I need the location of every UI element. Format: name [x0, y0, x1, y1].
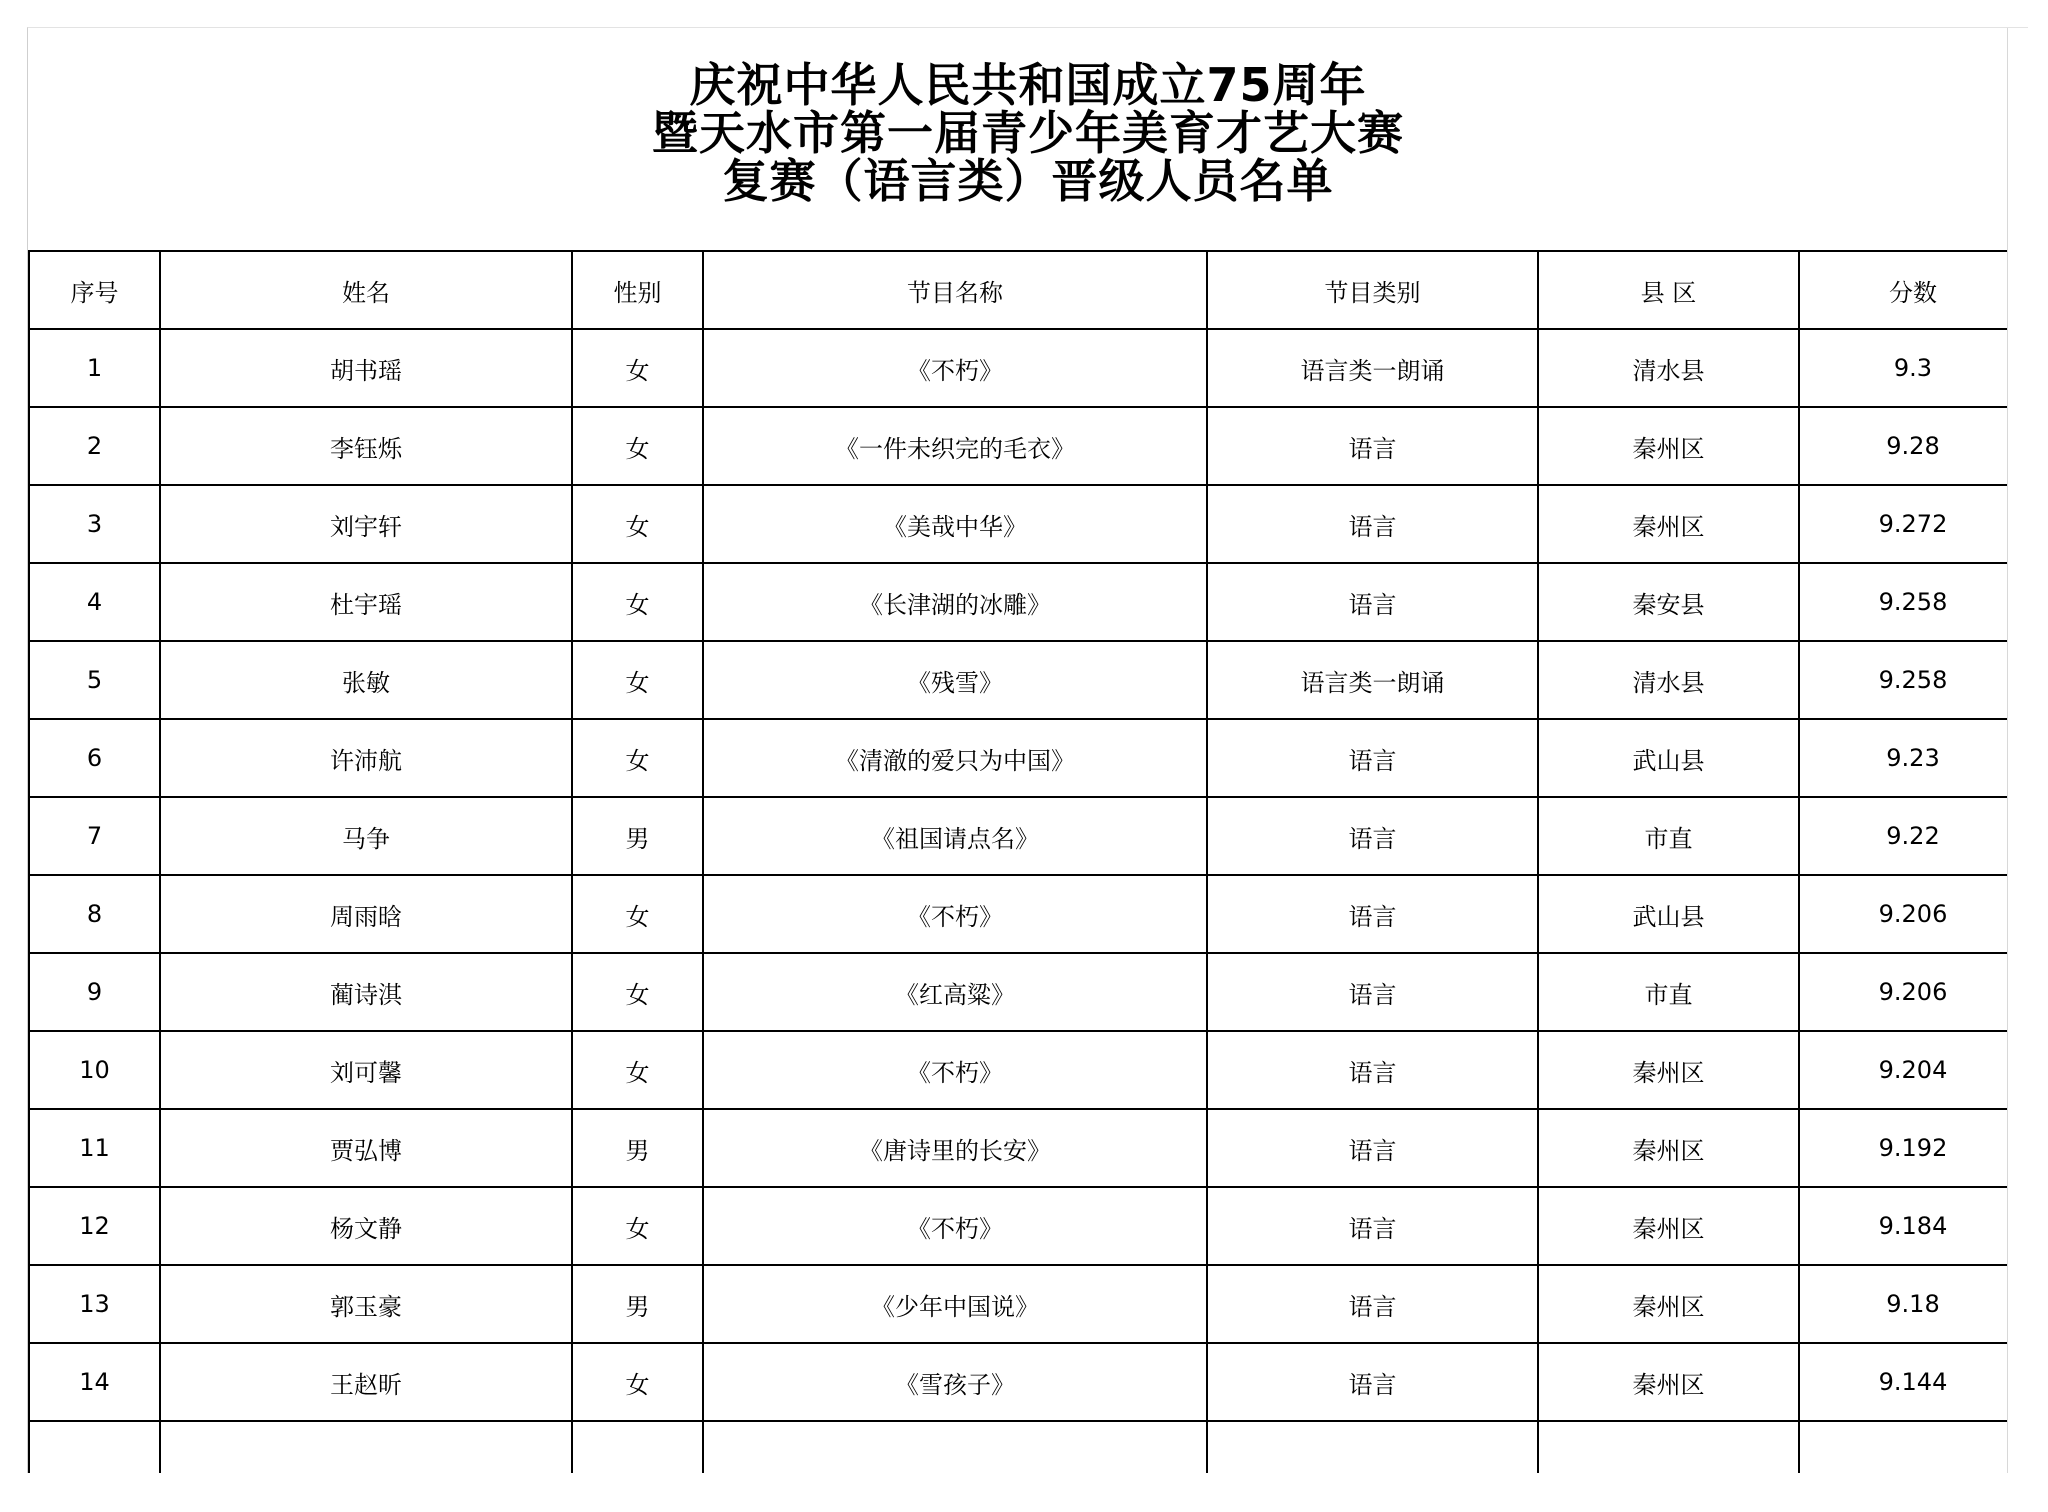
- cell-program: 《不朽》: [703, 875, 1207, 953]
- cell-empty: [1538, 1421, 1799, 1473]
- cell-score: 9.22: [1799, 797, 2027, 875]
- header-gender: 性别: [572, 251, 703, 329]
- cell-program: 《少年中国说》: [703, 1265, 1207, 1343]
- table-row: [29, 1109, 2027, 1187]
- cell-program: 《唐诗里的长安》: [703, 1109, 1207, 1187]
- cell-category: 语言: [1207, 407, 1538, 485]
- cell-gender: 男: [572, 1109, 703, 1187]
- cell-empty: [1207, 1421, 1538, 1473]
- cell-name: 张敏: [160, 641, 572, 719]
- title-line-2: 暨天水市第一届青少年美育才艺大赛: [652, 106, 1404, 160]
- cell-empty: [1799, 1421, 2027, 1473]
- cell-name: 李钰烁: [160, 407, 572, 485]
- roster-table: [28, 250, 2028, 1473]
- cell-category: 语言: [1207, 1265, 1538, 1343]
- cell-seq: 13: [29, 1265, 160, 1343]
- cell-county: 市直: [1538, 953, 1799, 1031]
- cell-category: 语言: [1207, 1109, 1538, 1187]
- cell-name: 许沛航: [160, 719, 572, 797]
- cell-name: 杜宇瑶: [160, 563, 572, 641]
- cell-name: 蔺诗淇: [160, 953, 572, 1031]
- cell-county: 武山县: [1538, 875, 1799, 953]
- cell-seq: 5: [29, 641, 160, 719]
- cell-name: 刘宇轩: [160, 485, 572, 563]
- cell-seq: 10: [29, 1031, 160, 1109]
- table-row: [29, 1187, 2027, 1265]
- cell-gender: 女: [572, 719, 703, 797]
- cell-program: 《红高粱》: [703, 953, 1207, 1031]
- cell-name: 胡书瑶: [160, 329, 572, 407]
- table-row: [29, 563, 2027, 641]
- cell-program: 《雪孩子》: [703, 1343, 1207, 1421]
- cell-county: 秦州区: [1538, 1109, 1799, 1187]
- cell-empty: [572, 1421, 703, 1473]
- cell-seq: 7: [29, 797, 160, 875]
- cell-name: 周雨晗: [160, 875, 572, 953]
- cell-name: 王赵昕: [160, 1343, 572, 1421]
- cell-gender: 女: [572, 485, 703, 563]
- table-row: [29, 329, 2027, 407]
- table-row: [29, 719, 2027, 797]
- cell-name: 马争: [160, 797, 572, 875]
- cell-score: 9.23: [1799, 719, 2027, 797]
- title-line-1: 庆祝中华人民共和国成立75周年: [689, 58, 1367, 112]
- cell-empty: [160, 1421, 572, 1473]
- header-county: 县 区: [1538, 251, 1799, 329]
- cell-program: 《不朽》: [703, 1187, 1207, 1265]
- cell-program: 《祖国请点名》: [703, 797, 1207, 875]
- cell-score: 9.144: [1799, 1343, 2027, 1421]
- cell-gender: 女: [572, 641, 703, 719]
- header-seq: 序号: [29, 251, 160, 329]
- cell-seq: 11: [29, 1109, 160, 1187]
- cell-county: 秦州区: [1538, 1343, 1799, 1421]
- cell-category: 语言: [1207, 797, 1538, 875]
- cell-county: 清水县: [1538, 641, 1799, 719]
- cell-county: 清水县: [1538, 329, 1799, 407]
- table-body: [29, 329, 2027, 1473]
- cell-county: 市直: [1538, 797, 1799, 875]
- header-program: 节目名称: [703, 251, 1207, 329]
- cell-category: 语言: [1207, 719, 1538, 797]
- cell-program: 《长津湖的冰雕》: [703, 563, 1207, 641]
- header-score: 分数: [1799, 251, 2027, 329]
- cell-seq: 4: [29, 563, 160, 641]
- cell-county: 秦州区: [1538, 1187, 1799, 1265]
- cell-category: 语言: [1207, 875, 1538, 953]
- cell-score: 9.184: [1799, 1187, 2027, 1265]
- cell-gender: 男: [572, 1265, 703, 1343]
- cell-seq: 6: [29, 719, 160, 797]
- cell-county: 秦安县: [1538, 563, 1799, 641]
- cell-score: 9.3: [1799, 329, 2027, 407]
- cell-name: 郭玉豪: [160, 1265, 572, 1343]
- table-row: [29, 953, 2027, 1031]
- cell-gender: 女: [572, 953, 703, 1031]
- table-row: [29, 1265, 2027, 1343]
- title-line-3: 复赛（语言类）晋级人员名单: [722, 154, 1334, 208]
- cell-county: 秦州区: [1538, 407, 1799, 485]
- cell-score: 9.204: [1799, 1031, 2027, 1109]
- cell-gender: 女: [572, 1343, 703, 1421]
- table-row-partial: [29, 1421, 2027, 1473]
- cell-gender: 女: [572, 407, 703, 485]
- cell-category: 语言: [1207, 1187, 1538, 1265]
- table-row: [29, 407, 2027, 485]
- cell-program: 《残雪》: [703, 641, 1207, 719]
- table-row: [29, 797, 2027, 875]
- cell-score: 9.258: [1799, 641, 2027, 719]
- cell-name: 刘可馨: [160, 1031, 572, 1109]
- cell-program: 《美哉中华》: [703, 485, 1207, 563]
- cell-seq: 12: [29, 1187, 160, 1265]
- table-row: [29, 875, 2027, 953]
- cell-county: 武山县: [1538, 719, 1799, 797]
- cell-category: 语言: [1207, 1343, 1538, 1421]
- cell-gender: 女: [572, 875, 703, 953]
- table-row: [29, 485, 2027, 563]
- document-title: [28, 28, 2028, 250]
- cell-seq: 1: [29, 329, 160, 407]
- spreadsheet-page: [27, 27, 2028, 1473]
- cell-seq: 14: [29, 1343, 160, 1421]
- cell-category: 语言: [1207, 953, 1538, 1031]
- cell-score: 9.206: [1799, 875, 2027, 953]
- table-row: [29, 1031, 2027, 1109]
- cell-program: 《不朽》: [703, 1031, 1207, 1109]
- cell-seq: 3: [29, 485, 160, 563]
- cell-category: 语言类一朗诵: [1207, 329, 1538, 407]
- table-row: [29, 641, 2027, 719]
- cell-county: 秦州区: [1538, 1031, 1799, 1109]
- sheet-edge: [2007, 28, 2028, 1473]
- cell-name: 杨文静: [160, 1187, 572, 1265]
- cell-seq: 8: [29, 875, 160, 953]
- cell-county: 秦州区: [1538, 485, 1799, 563]
- header-category: 节目类别: [1207, 251, 1538, 329]
- cell-program: 《不朽》: [703, 329, 1207, 407]
- cell-category: 语言: [1207, 563, 1538, 641]
- cell-category: 语言类一朗诵: [1207, 641, 1538, 719]
- table-row: [29, 1343, 2027, 1421]
- cell-program: 《一件未织完的毛衣》: [703, 407, 1207, 485]
- cell-gender: 女: [572, 1031, 703, 1109]
- cell-score: 9.272: [1799, 485, 2027, 563]
- cell-score: 9.206: [1799, 953, 2027, 1031]
- cell-score: 9.192: [1799, 1109, 2027, 1187]
- cell-gender: 女: [572, 563, 703, 641]
- cell-name: 贾弘博: [160, 1109, 572, 1187]
- cell-empty: [703, 1421, 1207, 1473]
- cell-program: 《清澈的爱只为中国》: [703, 719, 1207, 797]
- cell-gender: 女: [572, 329, 703, 407]
- cell-empty: [29, 1421, 160, 1473]
- cell-seq: 9: [29, 953, 160, 1031]
- cell-score: 9.28: [1799, 407, 2027, 485]
- cell-score: 9.258: [1799, 563, 2027, 641]
- cell-gender: 男: [572, 797, 703, 875]
- cell-category: 语言: [1207, 485, 1538, 563]
- cell-score: 9.18: [1799, 1265, 2027, 1343]
- cell-county: 秦州区: [1538, 1265, 1799, 1343]
- table-header-row: [29, 251, 2027, 329]
- header-name: 姓名: [160, 251, 572, 329]
- cell-gender: 女: [572, 1187, 703, 1265]
- cell-category: 语言: [1207, 1031, 1538, 1109]
- cell-seq: 2: [29, 407, 160, 485]
